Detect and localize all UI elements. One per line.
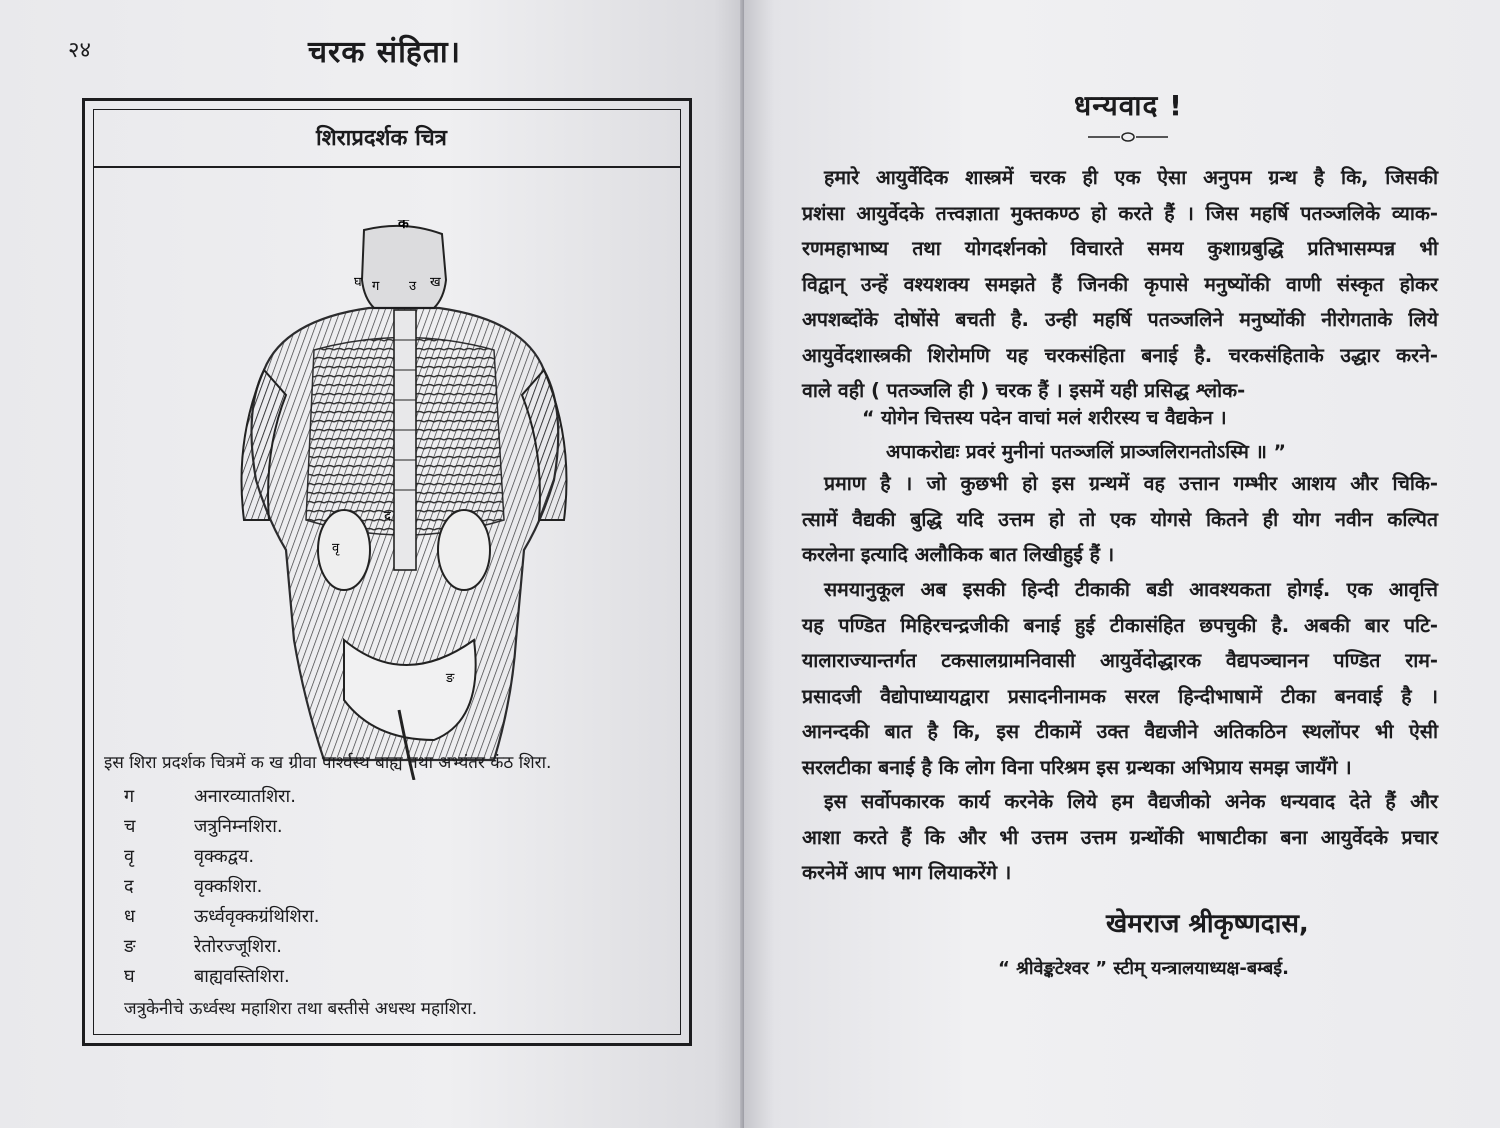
paragraph-1 <box>802 160 1438 409</box>
ornament-divider-icon <box>1088 130 1168 144</box>
torso-anatomy-illustration <box>194 220 614 780</box>
signature-name: खेमराज श्रीकृष्णदास, <box>1106 909 1309 939</box>
text-line: हमारे आयुर्वेदिक शास्त्रमें चरक ही एक ऐसा अनुपम ग्रन्थ है कि, जिसकी <box>824 166 1438 189</box>
page-heading: धन्यवाद ! <box>1074 89 1183 122</box>
legend-label: वृक्कशिरा. <box>194 876 263 897</box>
text-line: आनन्दकी बात है कि, इस टीकामें उक्त वैद्यजीने अतिकठिन स्थलोंपर भी ऐसी <box>802 720 1438 743</box>
legend-key: ङ <box>124 936 136 957</box>
legend-label: वृक्कद्वय. <box>194 846 255 867</box>
text-line: त्सामें वैद्यकी बुद्धि यदि उत्तम हो तो एक योगसे कितने ही योग नवीन कल्पित <box>802 507 1438 531</box>
legend-key: ध <box>124 906 136 927</box>
text-line: यालाराज्यान्तर्गत टकसालग्रामनिवासी आयुर्वेदोद्धारक वैद्यपञ्चानन पण्डित राम- <box>802 649 1438 672</box>
legend-label: ऊर्ध्ववृक्कग्रंथिशिरा. <box>194 906 320 927</box>
text-line: करनेमें आप भाग लियाकरेंगे । <box>802 861 1012 884</box>
legend-key: ग <box>124 786 135 807</box>
page-number: २४ <box>68 38 91 63</box>
text-line: आयुर्वेदशास्त्रकी शिरोमणि यह चरकसंहिता बनाई है. चरकसंहिताके उद्धार करने- <box>802 343 1438 367</box>
text-line: प्रसादजी वैद्योपाध्यायद्वारा प्रसादनीनामक सरल हिन्दीभाषामें टीका बनवाई है । <box>802 684 1438 708</box>
legend-label: बाह्यवस्तिशिरा. <box>194 966 290 987</box>
text-line: प्रशंसा आयुर्वेदके तत्त्वज्ञाता मुक्तकण्ठ हो करते हैं । जिस महर्षि पतञ्जलिके व्याक- <box>802 201 1438 225</box>
signature-role: “ श्रीवेङ्कटेश्वर ” स्टीम् यन्त्रालयाध्यक्ष-बम्बई. <box>998 958 1289 979</box>
figure-label-d: द <box>384 509 391 524</box>
paragraph-3 <box>802 572 1438 785</box>
figure-label-k: क <box>398 220 409 232</box>
text-line: इस सर्वोपकारक कार्य करनेके लिये हम वैद्यजीको अनेक धन्यवाद देते हैं और <box>824 790 1438 813</box>
running-title: चरक संहिता। <box>308 35 462 70</box>
verse-line-2: अपाकरोद्यः प्रवरं मुनीनां पतञ्जलिं प्राञ्जलिरानतोऽस्मि ॥ ” <box>886 441 1287 463</box>
verse-line-1: “ योगेन चित्तस्य पदेन वाचां मलं शरीरस्य च वैद्यकेन । <box>862 407 1227 429</box>
text-line: आशा करते हैं कि और भी उत्तम उत्तम ग्रन्थोंकी भाषाटीका बना आयुर्वेदके प्रचार <box>802 825 1438 849</box>
text-line: प्रमाण है । जो कुछभी हो इस ग्रन्थमें वह उत्तान गम्भीर आशय और चिकि- <box>824 472 1438 495</box>
figure-label-kh: ख <box>430 275 441 290</box>
text-line: वाले वही ( पतञ्जलि ही ) चरक हैं । इसमें यही प्रसिद्ध श्लोक- <box>802 379 1246 402</box>
text-line: यह पण्डित मिहिरचन्द्रजीकी बनाई हुई टीकासंहित छपचुकी है. अबकी बार पटि- <box>802 613 1438 637</box>
figure-label-u: उ <box>409 279 417 294</box>
legend-label: रेतोरज्जूशिरा. <box>194 936 282 957</box>
text-line: विद्वान् उन्हें वश्यशक्य समझते हैं जिनकी कृपासे मनुष्योंकी वाणी संस्कृत होकर <box>802 272 1438 296</box>
plate-inner-border <box>93 109 681 1035</box>
caption-foot: जत्रुकेनीचे ऊर्ध्वस्थ महाशिरा तथा बस्तीसे अधस्थ महाशिरा. <box>124 999 478 1019</box>
right-page <box>744 0 1500 1128</box>
figure-label-vr: वृ <box>332 541 340 556</box>
figure-plate <box>82 98 692 1046</box>
figure-label-n: ङ <box>446 671 455 686</box>
legend-key: च <box>124 816 136 837</box>
paragraph-4 <box>802 784 1438 891</box>
plate-title: शिराप्रदर्शक चित्र <box>316 126 447 151</box>
left-page <box>0 0 744 1128</box>
legend-label: जत्रुनिम्नशिरा. <box>194 816 283 837</box>
caption-lead: इस शिरा प्रदर्शक चित्रमें क ख ग्रीवा पार्श्वस्थ बाह्य तथा अभ्यंतर कंठ शिरा. <box>104 753 552 773</box>
figure-label-gh: घ <box>354 275 362 290</box>
plate-title-band <box>94 110 680 168</box>
legend-key: घ <box>124 966 135 987</box>
text-line: समयानुकूल अब इसकी हिन्दी टीकाकी बडी आवश्यकता होगई. एक आवृत्ति <box>824 578 1438 601</box>
figure-label-g: ग <box>372 279 380 294</box>
text-line: रणमहाभाष्य तथा योगदर्शनको विचारते समय कुशाग्रबुद्धि प्रतिभासम्पन्न भी <box>802 237 1438 260</box>
text-line: अपशब्दोंके दोषोंसे बचती है. उन्ही महर्षि पतञ्जलिने मनुष्योंकी नीरोगताके लिये <box>802 308 1438 331</box>
legend-key: वृ <box>124 846 135 867</box>
legend-key: द <box>124 876 134 897</box>
legend-label: अनारव्यातशिरा. <box>194 786 296 807</box>
paragraph-2 <box>802 466 1438 573</box>
text-line: सरलटीका बनाई है कि लोग विना परिश्रम इस ग्रन्थका अभिप्राय समझ जायँगे । <box>802 755 1352 779</box>
text-line: करलेना इत्यादि अलौकिक बात लिखीहुई हैं । <box>802 543 1115 566</box>
